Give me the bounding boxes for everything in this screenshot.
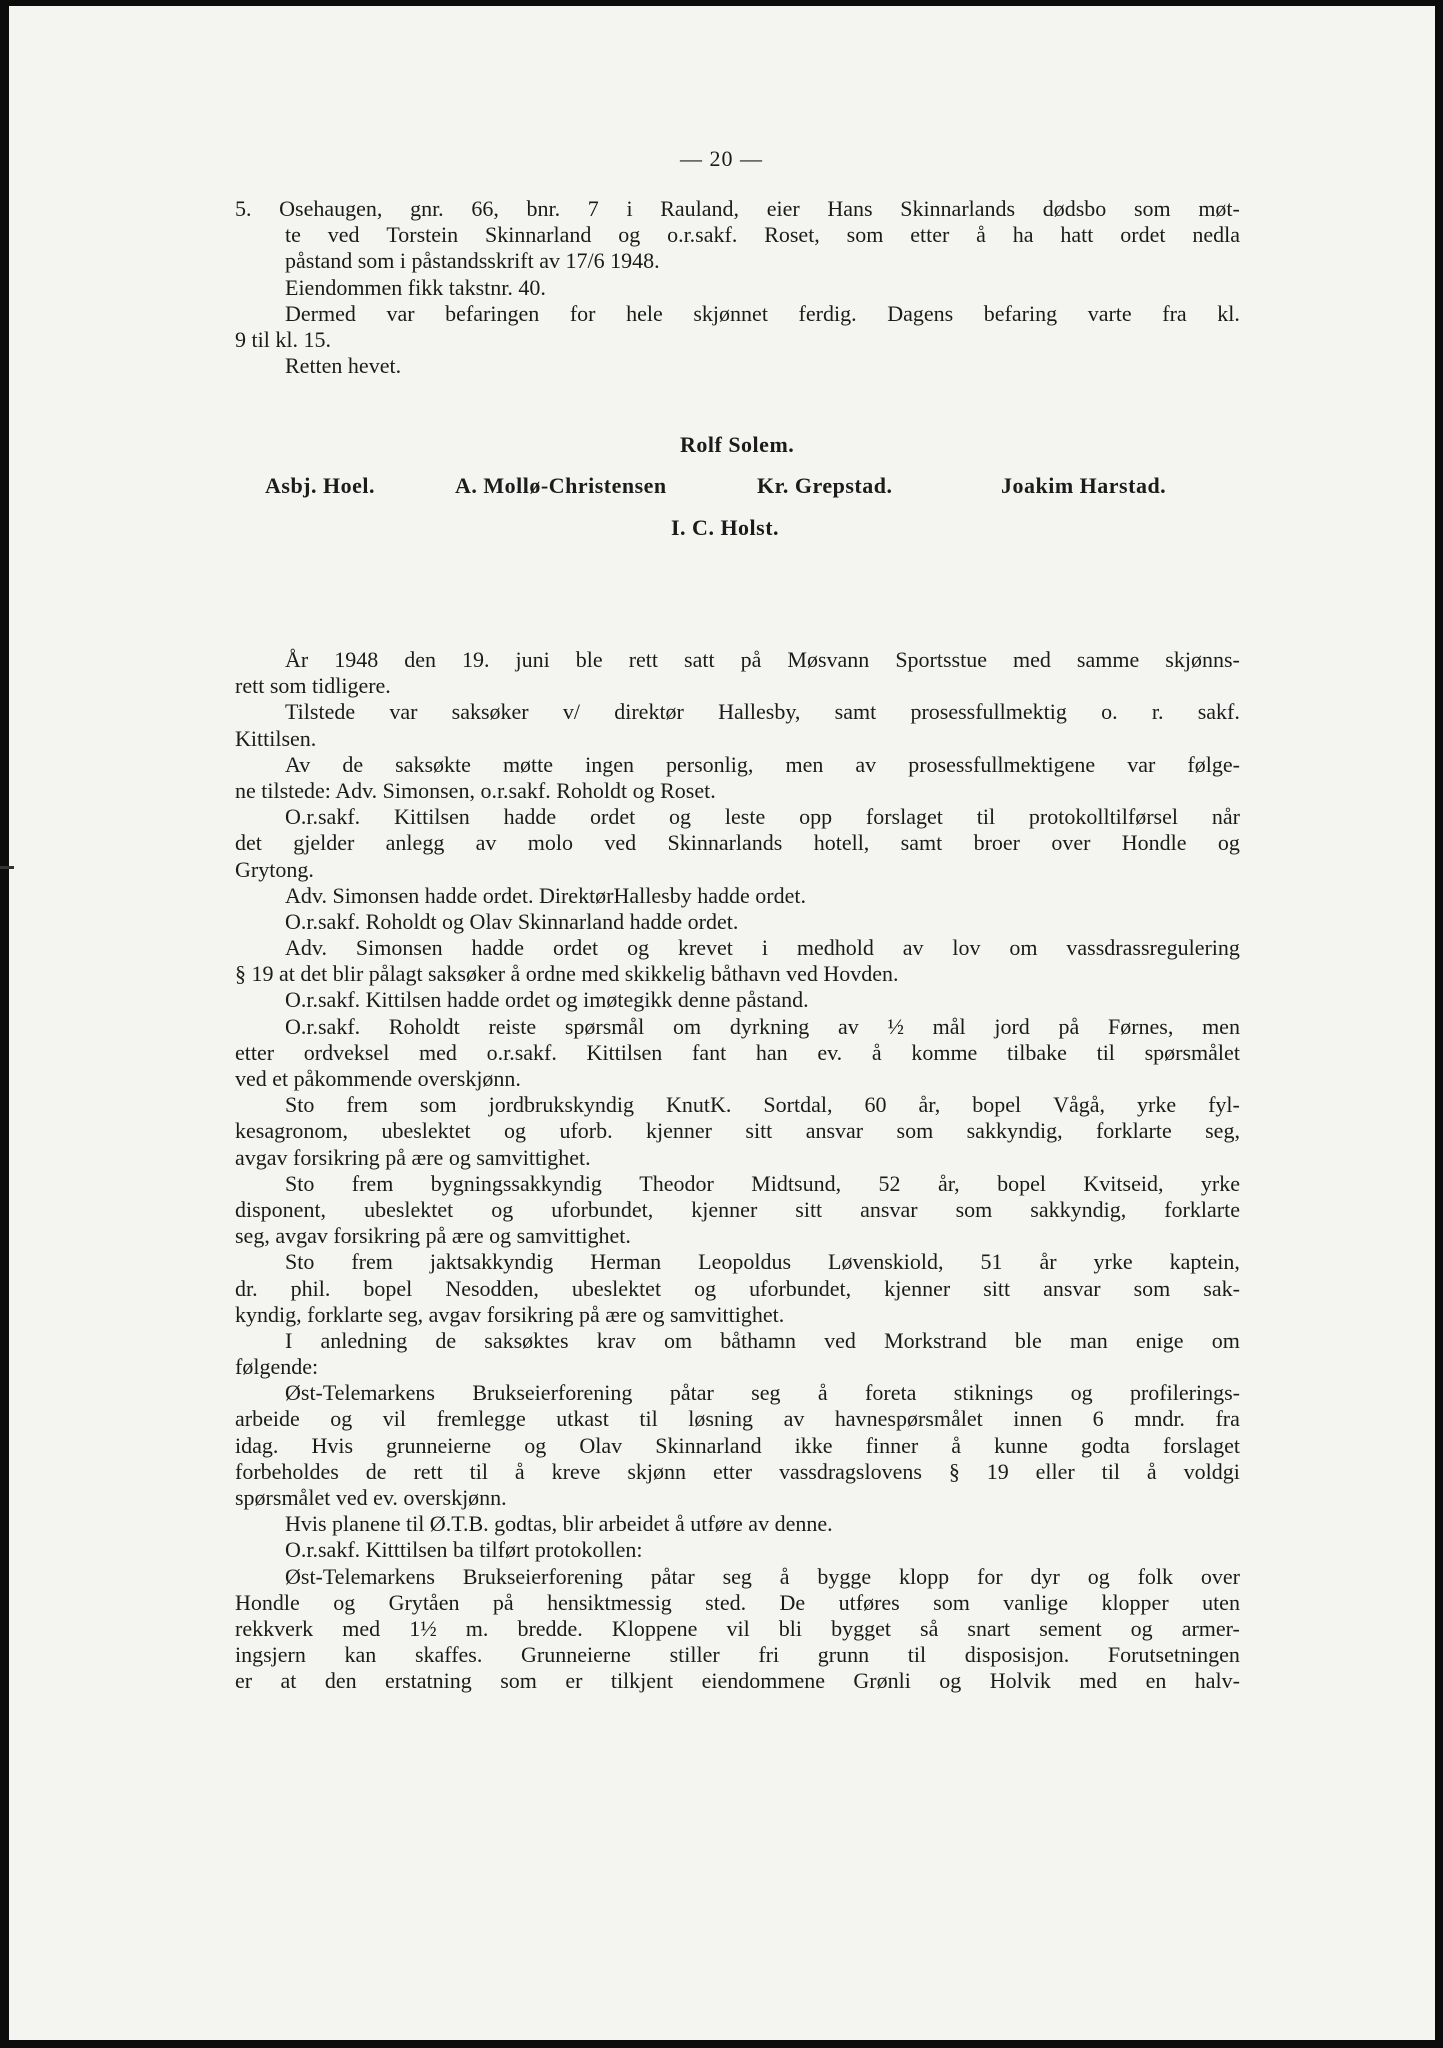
text-line: idag. Hvis grunneierne og Olav Skinnarland ikke finner å kunne godta forslaget [235, 1432, 1240, 1458]
text-line: Øst-Telemarkens Brukseierforening påtar seg å foreta stiknings og profilerings- [285, 1380, 1240, 1406]
text-line: det gjelder anlegg av molo ved Skinnarlands hotell, samt broer over Hondle og [235, 830, 1240, 856]
text-line: er at den erstatning som er tilkjent eiendommene Grønli og Holvik med en halv- [235, 1668, 1240, 1694]
signature-member: Joakim Harstad. [1001, 473, 1167, 498]
signature-last: I. C. Holst. [671, 515, 780, 540]
text-line: Av de saksøkte møtte ingen personlig, men av prosessfullmektigene var følge- [285, 751, 1240, 777]
scan-edge-bottom [0, 2040, 1443, 2048]
text-line: Grytong. [235, 856, 314, 882]
text-line: dr. phil. bopel Nesodden, ubeslektet og uforbundet, kjenner sitt ansvar som sak- [235, 1275, 1240, 1301]
text-line: 9 til kl. 15. [235, 326, 331, 352]
scan-edge-right [1435, 0, 1443, 2048]
text-line: Retten hevet. [285, 353, 402, 379]
text-line: 5. Osehaugen, gnr. 66, bnr. 7 i Rauland, eier Hans Skinnarlands dødsbo som møt- [235, 196, 1240, 221]
text-line: Hondle og Grytåen på hensiktmessig sted. De utføres som vanlige klopper uten [235, 1589, 1240, 1615]
text-line: disponent, ubeslektet og uforbundet, kjenner sitt ansvar som sakkyndig, forklarte [235, 1196, 1240, 1222]
signature-chair: Rolf Solem. [680, 432, 795, 457]
signature-member: Kr. Grepstad. [757, 473, 893, 498]
text-line: Hvis planene til Ø.T.B. godtas, blir arbeidet å utføre av denne. [285, 1511, 833, 1537]
text-line: Øst-Telemarkens Brukseierforening påtar seg å bygge klopp for dyr og folk over [285, 1563, 1240, 1589]
scan-edge-top [0, 0, 1443, 6]
text-line: O.r.sakf. Kittilsen hadde ordet og leste opp forslaget til protokolltilførsel når [285, 804, 1240, 830]
signature-member: Asbj. Hoel. [265, 473, 375, 498]
scan-margin-mark [0, 866, 14, 869]
text-line: kesagronom, ubeslektet og uforb. kjenner sitt ansvar som sakkyndig, forklarte seg, [235, 1118, 1240, 1144]
text-line: Eiendommen fikk takstnr. 40. [285, 274, 546, 300]
text-line: ingsjern kan skaffes. Grunneierne stiller fri grunn til disposisjon. Forutsetningen [235, 1642, 1240, 1668]
text-line: I anledning de saksøktes krav om båthamn ved Morkstrand ble man enige om [285, 1327, 1240, 1353]
text-line: te ved Torstein Skinnarland og o.r.sakf. Roset, som etter å ha hatt ordet nedla [285, 222, 1240, 248]
text-line: ved et påkommende overskjønn. [235, 1066, 521, 1091]
section-rettsmote [235, 647, 1240, 1695]
text-line: seg, avgav forsikring på ære og samvittighet. [235, 1223, 631, 1249]
text-line: Dermed var befaringen for hele skjønnet ferdig. Dagens befaring varte fra kl. [285, 300, 1240, 326]
text-line: spørsmålet ved ev. overskjønn. [235, 1485, 507, 1510]
text-line: § 19 at det blir pålagt saksøker å ordne med skikkelig båthavn ved Hovden. [235, 961, 899, 987]
text-line: avgav forsikring på ære og samvittighet. [235, 1144, 591, 1170]
text-line: Adv. Simonsen hadde ordet og krevet i medhold av lov om vassdrassregulering [285, 935, 1240, 961]
text-line: Adv. Simonsen hadde ordet. DirektørHallesby hadde ordet. [285, 882, 806, 908]
text-line: følgende: [235, 1354, 319, 1380]
text-line: O.r.sakf. Roholdt reiste spørsmål om dyrkning av ½ mål jord på Førnes, men [285, 1013, 1240, 1039]
text-line: rett som tidligere. [235, 673, 391, 699]
text-line: Sto frem jaktsakkyndig Herman Leopoldus Løvenskiold, 51 år yrke kaptein, [285, 1249, 1240, 1275]
text-line: O.r.sakf. Roholdt og Olav Skinnarland hadde ordet. [285, 908, 739, 934]
text-line: forbeholdes de rett til å kreve skjønn etter vassdragslovens § 19 eller til å voldgi [235, 1458, 1240, 1484]
text-line: Sto frem som jordbrukskyndig KnutK. Sortdal, 60 år, bopel Vågå, yrke fyl- [285, 1092, 1240, 1118]
signature-member: A. Mollø-Christensen [455, 473, 667, 498]
text-line: Kittilsen. [235, 725, 317, 751]
text-line: kyndig, forklarte seg, avgav forsikring på ære og samvittighet. [235, 1301, 785, 1327]
text-line: O.r.sakf. Kitttilsen ba tilført protokollen: [285, 1537, 643, 1563]
page-number: — 20 — [680, 146, 763, 171]
text-line: Tilstede var saksøker v/ direktør Hallesby, samt prosessfullmektig o. r. sakf. [285, 699, 1240, 725]
text-line: arbeide og vil fremlegge utkast til løsning av havnespørsmålet innen 6 mndr. fra [235, 1406, 1240, 1432]
text-line: rekkverk med 1½ m. bredde. Kloppene vil bli bygget så snart sement og armer- [235, 1615, 1240, 1641]
text-line: År 1948 den 19. juni ble rett satt på Møsvann Sportsstue med samme skjønns- [285, 647, 1240, 672]
text-line: O.r.sakf. Kittilsen hadde ordet og imøtegikk denne påstand. [285, 987, 809, 1013]
scan-edge-left [0, 0, 9, 2048]
text-line: etter ordveksel med o.r.sakf. Kittilsen fant han ev. å komme tilbake til spørsmålet [235, 1039, 1240, 1065]
section-befaring [235, 196, 1240, 379]
text-line: ne tilstede: Adv. Simonsen, o.r.sakf. Roholdt og Roset. [235, 777, 716, 803]
text-line: Sto frem bygningssakkyndig Theodor Midtsund, 52 år, bopel Kvitseid, yrke [285, 1170, 1240, 1196]
text-line: påstand som i påstandsskrift av 17/6 1948. [285, 248, 660, 274]
